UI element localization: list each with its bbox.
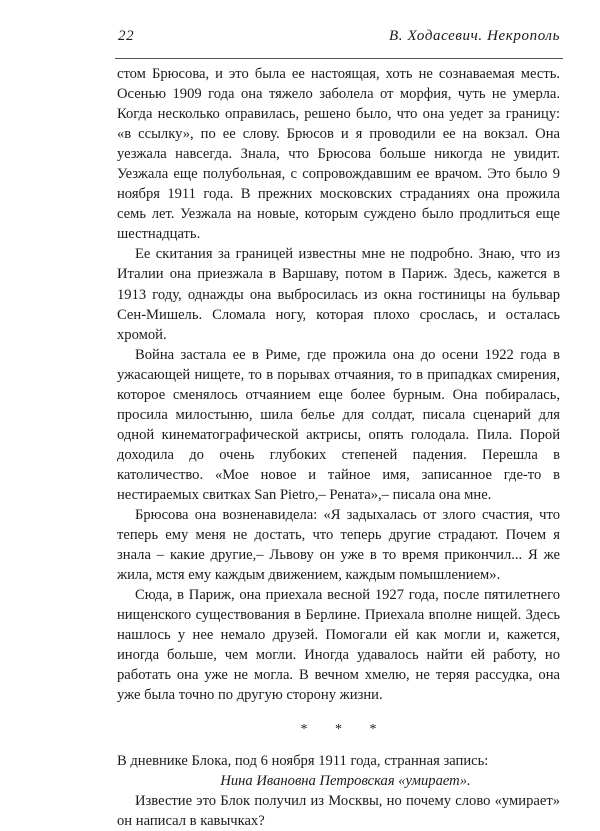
paragraph-travels: Ее скитания за границей известны мне не подробно. Знаю, что из Италии она приезжала в Варшаву, потом в Париж. Здесь, кажется в 1913 году, однажды она выбросилась из окна гостиницы на бульвар Сен-Мишель. Сломала ногу, которая плохо срослась, и осталась хромой. (117, 246, 560, 343)
page-number: 22 (118, 28, 135, 44)
paragraph-hatred: Брюсова она возненавидела: «Я задыхалась от злого счастия, что теперь ему меня не достать, что теперь другие страдают. Почем я знала – какие другие,– Львову он уже в то время прикончил... Я же жила, мстя ему каждым движением, каждым помышлением». (117, 507, 560, 584)
running-title: В. Ходасевич. Некрополь (389, 28, 560, 44)
closing-paragraph: Известие это Блок получил из Москвы, но почему слово «умирает» он написал в кавычках? (117, 792, 560, 829)
paragraph-paris: Сюда, в Париж, она приехала весной 1927 года, после пятилетнего нищенского существования в Берлине. Приехала вполне нищей. Здесь нашлось у нее немало друзей. Помогали ей как могли и, кажется, иногда больше, чем могли. Иногда удавалось найти ей работу, но работать она уже не могла. В вечном хмелю, не теряя рассудка, она уже была точно по другую сторону жизни. (117, 587, 560, 704)
running-header (118, 28, 560, 52)
paragraph-rome: Война застала ее в Риме, где прожила она до осени 1922 года в ужасающей нищете, то в порывах отчаяния, то в припадках смирения, которое сменялось отчаянием еще более бурным. Она побиралась, просила милостыню, шила белье для солдат, писала сценарий для одной кинематографической актрисы, опять голодала. Пила. Порой доходила до очень глубоких степеней падения. Перешла в католичество. «Мое новое и тайное имя, записанное где-то в нестираемых свитках San Pietro,– Рената»,– писала она мне. (117, 346, 560, 503)
blok-diary-quote: Нина Ивановна Петровская «умирает». (220, 772, 471, 789)
body-text (117, 64, 560, 831)
header-rule (115, 58, 563, 59)
blok-diary-intro: В дневнике Блока, под 6 ноября 1911 года, странная запись: (117, 752, 489, 769)
paragraph-continued: стом Брюсова, и это была ее настоящая, хоть не сознаваемая месть. Осенью 1909 года она тяжело заболела от морфия, чуть не умерла. Когда несколько оправилась, решено было, что она уедет за границу: «в ссылку», по ее слову. Брюсов и я проводили ее на вокзал. Она уезжала навсегда. Знала, что Брюсова больше никогда не увидит. Уезжала еще полубольная, с сопровождавшим ее врачом. Это было 9 ноября 1911 года. В прежних московских страданиях она прожила семь лет. Уезжала на новые, которым суждено было продлиться еще шестнадцать. (117, 66, 560, 243)
section-divider: * * * (300, 721, 389, 737)
